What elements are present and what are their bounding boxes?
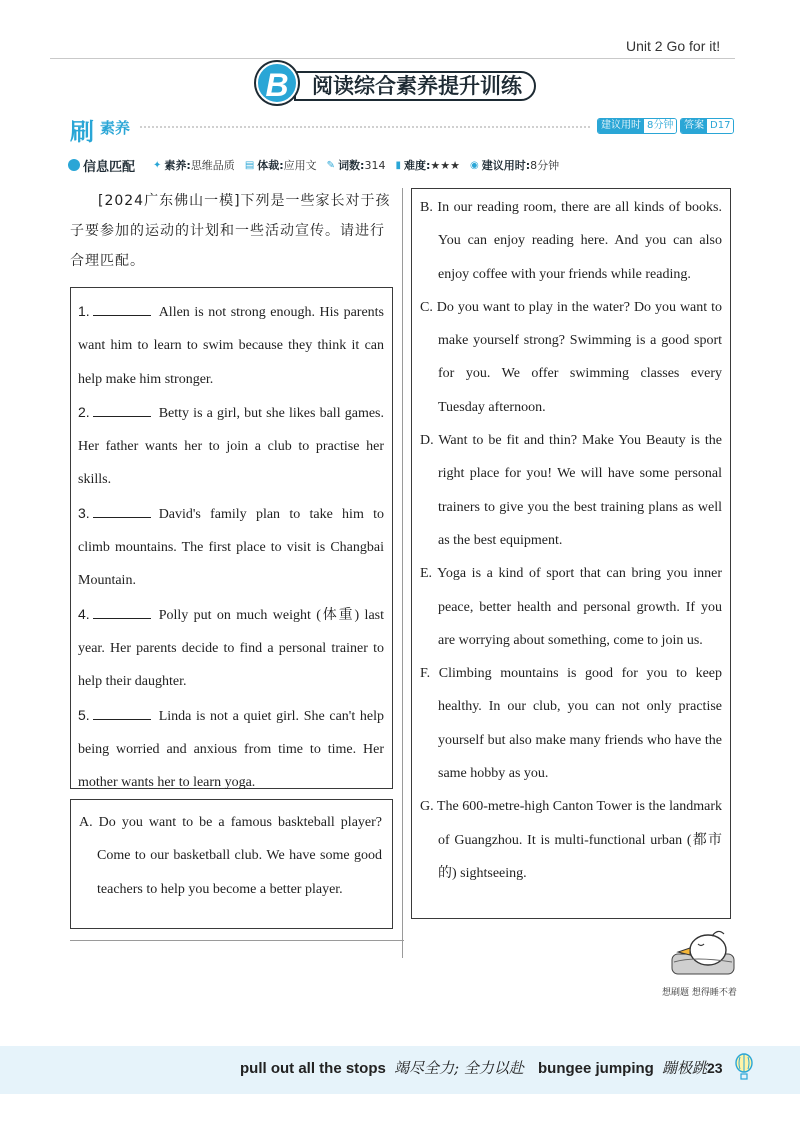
question-text: Betty is a girl, but she likes ball games. Her father wants her to join a club to practise her skills. (78, 405, 384, 488)
info-value: 应用文 (283, 159, 317, 172)
answer-blank[interactable] (93, 708, 151, 720)
question-text: Polly put on much weight (体重) last year. Her parents decide to find a personal trainer to help their daughter. (78, 607, 384, 690)
answer-blank[interactable] (93, 506, 151, 518)
dotted-divider (140, 126, 590, 128)
info-item (470, 157, 559, 173)
info-value: ★★★ (430, 158, 460, 172)
idiom-phrase: pull out all the stops (240, 1060, 386, 1077)
option-a: A. Do you want to be a famous baskteball player? Come to our basketball club. We have some good teachers to help you become a better player. (79, 815, 382, 897)
question-number: 5. (78, 706, 90, 723)
suyang-label: 素养 (100, 119, 131, 137)
bottom-rule (70, 940, 404, 941)
info-value: 8分钟 (530, 159, 560, 172)
info-item (395, 157, 460, 173)
pen-icon: ✎ (326, 159, 336, 171)
section-badge-letter: B (256, 62, 298, 104)
answer-blank[interactable] (93, 405, 151, 417)
question-item (78, 396, 384, 497)
info-key: 建议用时: (481, 159, 531, 172)
question-item (78, 295, 384, 396)
answer-tag (680, 118, 734, 134)
answer-blank[interactable] (93, 304, 151, 316)
question-item (78, 699, 384, 800)
info-key: 体裁: (257, 159, 284, 172)
task-instruction: [2024广东佛山一模]下列是一些家长对于孩子要参加的运动的计划和一些活动宣传。请进行合理匹配。 (70, 193, 391, 269)
question-number: 4. (78, 605, 90, 622)
unit-title: Unit 2 Go for it! (626, 38, 721, 54)
bars-icon: ▮ (395, 159, 401, 171)
question-text: David's family plan to take him to climb mountains. The first place to visit is Changbai Mountain. (78, 506, 384, 589)
question-item (78, 497, 384, 598)
info-item (327, 157, 386, 173)
header-rule (50, 58, 735, 59)
book-icon: ▤ (244, 159, 255, 171)
footer-idioms (240, 1057, 717, 1078)
option-c: C. Do you want to play in the water? Do you want to make yourself strong? Swimming is a good sport for you. We offer swimming classes every Tuesday afternoon. (420, 299, 722, 415)
info-key: 素养: (164, 159, 191, 172)
suggested-time-value: 8分钟 (644, 119, 676, 133)
section-banner-title: 阅读综合素养提升训练 (294, 71, 536, 101)
info-dot-icon (68, 159, 80, 171)
shua-label: 刷 (70, 118, 94, 146)
task-type-title: 信息匹配 (83, 159, 136, 175)
timer-icon: ◉ (469, 159, 479, 171)
info-bar (68, 155, 569, 175)
info-value: 314 (364, 158, 386, 172)
option-e: E. Yoga is a kind of sport that can bring you inner peace, better health and personal growth. If you are worrying about something, come to join us. (420, 566, 722, 648)
question-text: Allen is not strong enough. His parents want him to learn to swim because they think it can help make him stronger. (78, 305, 384, 387)
question-number: 1. (78, 303, 90, 319)
star-icon: ✦ (153, 159, 162, 171)
options-box (411, 188, 731, 919)
question-number: 2. (78, 403, 90, 420)
page-number: 23 (707, 1060, 723, 1076)
answer-key: 答案 (681, 119, 707, 133)
info-value: 思维品质 (190, 159, 235, 172)
info-key: 难度: (403, 159, 431, 172)
option-f: F. Climbing mountains is good for you to keep healthy. In our club, you can not only practise yourself but also make many friends who have the same hobby as you. (420, 666, 722, 782)
question-text: Linda is not a quiet girl. She can't help being worried and anxious from time to time. Her mother wants her to learn yoga. (78, 708, 384, 791)
suggested-time-key: 建议用时 (598, 119, 644, 133)
column-divider (402, 188, 403, 958)
option-d: D. Want to be fit and thin? Make You Beauty is the right place for you! We will have some personal trainers to give you the best training plans as well as the best equipment. (420, 433, 722, 548)
sleeping-duck-icon (668, 922, 738, 982)
answer-blank[interactable] (93, 607, 151, 619)
balloon-icon (734, 1053, 754, 1081)
question-number: 3. (78, 504, 90, 521)
mascot-caption: 想刷题 想得睡不着 (662, 988, 737, 998)
info-item (245, 157, 317, 173)
suggested-time-tag (597, 118, 677, 134)
option-g: G. The 600-metre-high Canton Tower is the landmark of Guangzhou. It is multi-functional urban (都市的) sightseeing. (420, 799, 722, 881)
option-b: B. In our reading room, there are all kinds of books. You can enjoy reading here. And you can also enjoy coffee with your friends while reading. (420, 200, 722, 282)
question-item (78, 598, 384, 699)
info-item (153, 157, 235, 173)
answer-page: D17 (707, 119, 733, 133)
idiom-phrase: bungee jumping (538, 1060, 654, 1077)
idiom-meaning: 蹦极跳 (662, 1059, 708, 1077)
idiom-meaning: 竭尽全力; 全力以赴 (394, 1059, 524, 1077)
question-box (70, 287, 393, 789)
info-key: 词数: (338, 159, 365, 172)
option-a-box (70, 799, 393, 929)
